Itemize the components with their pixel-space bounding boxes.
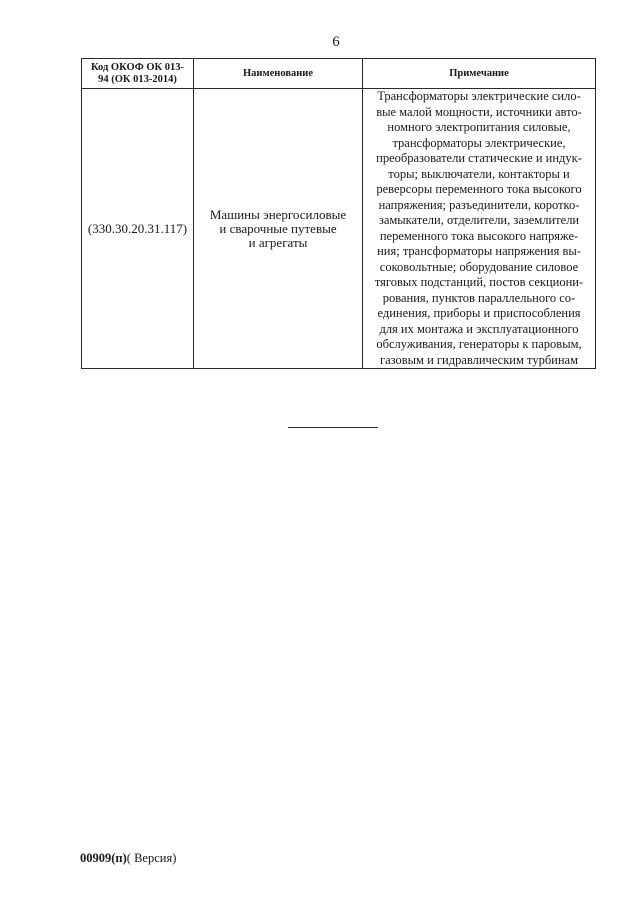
footer-version: ( Версия) <box>126 851 177 865</box>
footer <box>80 851 176 866</box>
note-line: номного электропитания силовые, <box>387 120 571 134</box>
note-line: Трансформаторы электрические сило- <box>377 89 581 103</box>
footer-code: 00909(п) <box>80 851 127 865</box>
note-line: преобразователи статические и индук- <box>376 151 582 165</box>
note-line: напряжения; разъединители, коротко- <box>378 197 580 212</box>
header-note: Примечание <box>363 59 596 89</box>
table-row <box>82 89 596 369</box>
note-line: соковольтные; оборудование силовое <box>379 259 579 274</box>
note-line: переменного тока высокого напряже- <box>379 228 579 243</box>
table-header-row <box>82 59 596 89</box>
note-line: вые малой мощности, источники авто- <box>376 104 582 119</box>
note-line: замыкатели, отделители, заземлители <box>378 213 580 227</box>
separator-line <box>288 427 378 428</box>
note-line: тяговых подстанций, постов секциони- <box>374 275 584 289</box>
header-code-line1: Код ОКОФ ОК 013- <box>90 61 185 73</box>
document-table <box>81 58 596 369</box>
header-name: Наименование <box>194 59 363 89</box>
header-code-line2: 94 (ОК 013-2014) <box>98 73 177 85</box>
note-line: обслуживания, генераторы к паровым, <box>376 337 582 351</box>
note-line: рования, пунктов параллельного со- <box>382 290 576 305</box>
note-line: для их монтажа и эксплуатационного <box>379 321 579 336</box>
note-line: единения, приборы и приспособления <box>377 306 581 320</box>
page-number: 6 <box>332 34 340 50</box>
header-code <box>82 59 194 89</box>
note-line: газовым и гидравлическим турбинам <box>379 352 579 367</box>
note-line: трансформаторы электрические, <box>392 135 566 150</box>
name-line: Машины энергосиловые <box>209 206 347 222</box>
cell-note <box>363 89 596 369</box>
note-line: реверсоры переменного тока высокого <box>376 182 582 196</box>
name-line: и агрегаты <box>248 234 308 250</box>
cell-code: (330.30.20.31.117) <box>82 89 194 369</box>
cell-name <box>194 89 363 369</box>
note-line: ния; трансформаторы напряжения вы- <box>377 244 581 258</box>
note-line: торы; выключатели, контакторы и <box>388 166 570 181</box>
name-line: и сварочные путевые <box>219 220 337 236</box>
